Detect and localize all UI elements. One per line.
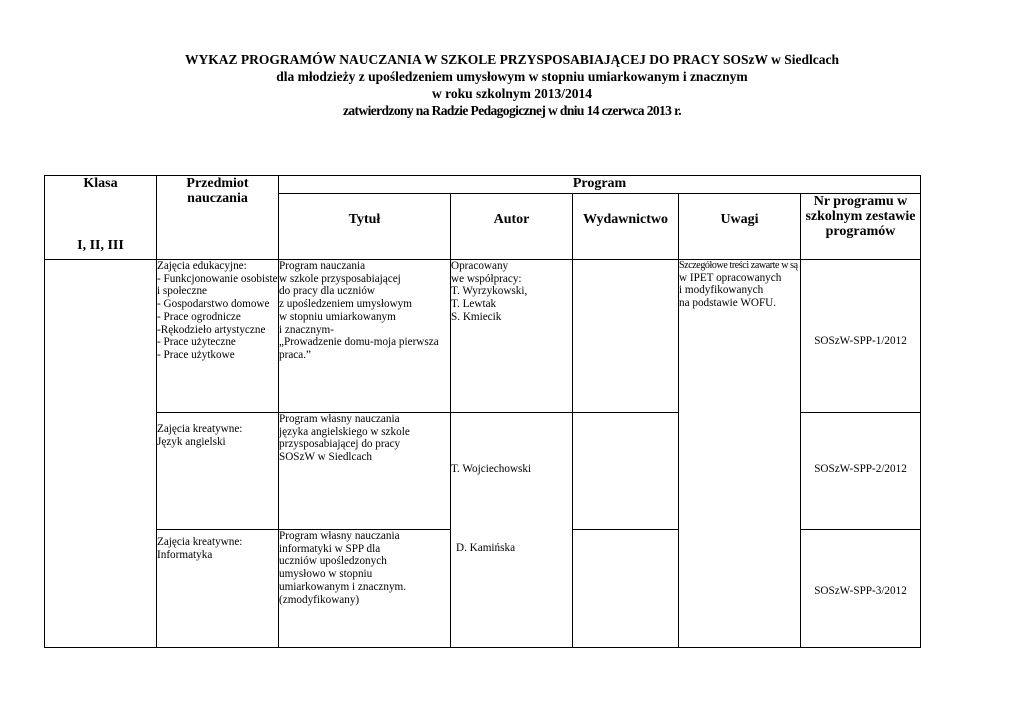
tytul-header: Tytuł bbox=[279, 194, 451, 260]
autor-cell-merged bbox=[451, 413, 573, 648]
uwagi-note: w IPET opracowanych i modyfikowanych na podstawie WOFU. bbox=[679, 271, 782, 309]
przedmiot-cell: Zajęcia kreatywne: Informatyka bbox=[157, 530, 279, 648]
wydawnictwo-header: Wydawnictwo bbox=[573, 194, 679, 260]
document-title: WYKAZ PROGRAMÓW NAUCZANIA W SZKOLE PRZYSPOSABIAJĄCEJ DO PRACY SOSzW w Siedlcach bbox=[184, 52, 840, 67]
autor-row-3: D. Kamińska bbox=[456, 542, 516, 554]
tytul-cell: Program własny nauczania języka angielskiego w szkole przysposabiającej do pracy SOSzW w Siedlcach bbox=[279, 413, 451, 530]
autor-row-2: T. Wojciechowski bbox=[451, 463, 532, 475]
nr-programu-header: Nr programu w szkolnym zestawie programów bbox=[801, 194, 921, 260]
klasa-header: Klasa bbox=[83, 176, 118, 191]
table-row bbox=[45, 260, 921, 413]
przedmiot-cell: Zajęcia edukacyjne: - Funkcjonowanie osobiste i społeczne - Gospodarstwo domowe - Prace ogrodnicze -Rękodzieło artystyczne - Prace użyteczne - Prace użytkowe bbox=[157, 260, 279, 413]
uwagi-header: Uwagi bbox=[679, 194, 801, 260]
autor-cell: Opracowany we współpracy: T. Wyrzykowski, T. Lewtak S. Kmiecik bbox=[451, 260, 573, 413]
klasa-body-cell bbox=[45, 260, 157, 648]
wydawnictwo-cell bbox=[573, 260, 679, 413]
program-header: Program bbox=[279, 176, 921, 194]
row-divider bbox=[450, 531, 572, 532]
approval-note: zatwierdzony na Radzie Pedagogicznej w dniu 14 czerwca 2013 r. bbox=[343, 103, 681, 118]
tytul-cell: Program nauczania w szkole przysposabiającej do pracy dla uczniów z upośledzeniem umysłowym w stopniu umiarkowanym i znacznym- „Prowadzenie domu-moja pierwsza praca.” bbox=[279, 260, 451, 413]
przedmiot-cell: Zajęcia kreatywne: Język angielski bbox=[157, 413, 279, 530]
nr-programu-cell: SOSzW-SPP-1/2012 bbox=[801, 260, 921, 413]
uwagi-note-small: Szczegółowe treści zawarte w są bbox=[679, 260, 798, 271]
klasa-header-cell bbox=[45, 176, 157, 260]
wydawnictwo-cell bbox=[573, 530, 679, 648]
document-subtitle: dla młodzieży z upośledzeniem umysłowym w stopniu umiarkowanym i znacznym bbox=[276, 69, 748, 84]
autor-header: Autor bbox=[451, 194, 573, 260]
school-year: w roku szkolnym 2013/2014 bbox=[432, 86, 592, 101]
programs-table bbox=[44, 175, 921, 648]
nr-programu-cell: SOSzW-SPP-3/2012 bbox=[801, 530, 921, 648]
header-row-program bbox=[45, 176, 921, 194]
uwagi-cell bbox=[679, 260, 801, 648]
tytul-cell: Program własny nauczania informatyki w SPP dla uczniów upośledzonych umysłowo w stopniu umiarkowanym i znacznym. (zmodyfikowany) bbox=[279, 530, 451, 648]
nr-programu-cell: SOSzW-SPP-2/2012 bbox=[801, 413, 921, 530]
klasa-value: I, II, III bbox=[77, 238, 124, 253]
wydawnictwo-cell bbox=[573, 413, 679, 530]
przedmiot-header: Przedmiot nauczania bbox=[157, 176, 279, 260]
